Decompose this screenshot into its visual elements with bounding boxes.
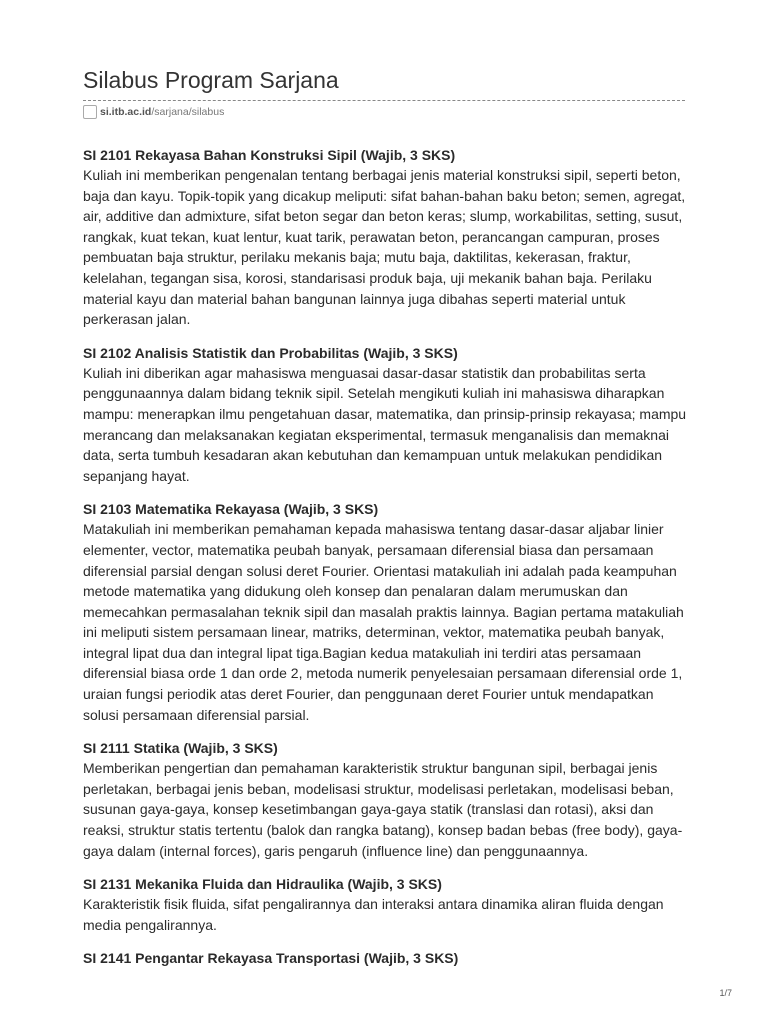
course-item [83, 738, 687, 861]
course-description: Matakuliah ini memberikan pemahaman kepada mahasiswa tentang dasar-dasar aljabar linier elementer, vector, matematika peubah banyak, persamaan diferensial biasa dan persamaan diferensial parsial dengan solusi deret Fourier. Orientasi matakuliah ini adalah pada keampuhan metode matematika yang didukung oleh konsep dan penalaran dalam merumuskan dan memecahkan permasalahan teknik sipil dan masalah praktis lainnya. Bagian pertama matakuliah ini meliputi sistem persamaan linear, matriks, determinan, vektor, matematika peubah banyak, integral lipat dua dan integral lipat tiga.Bagian kedua matakuliah ini terdiri atas persamaan diferensial biasa orde 1 dan orde 2, metoda numerik penyelesaian persamaan diferensial orde 1, uraian fungsi periodik atas deret Fourier, dan penggunaan deret Fourier untuk mendapatkan solusi persamaan diferensial parsial. [83, 521, 684, 723]
course-heading: SI 2102 Analisis Statistik dan Probabilitas (Wajib, 3 SKS) [83, 344, 458, 361]
source-path[interactable]: /sarjana/silabus [151, 106, 225, 118]
source-url[interactable] [83, 103, 687, 121]
course-item [83, 343, 687, 487]
course-item [83, 499, 687, 725]
course-description: Kuliah ini memberikan pengenalan tentang berbagai jenis material konstruksi sipil, seperti beton, baja dan kayu. Topik-topik yang dicakup meliputi: sifat bahan-bahan baku beton; semen, agregat, air, additive dan admixture, sifat beton segar dan beton keras; slump, workabilitas, setting, susut, rangkak, kuat tekan, kuat lentur, kuat tarik, perawatan beton, perancangan campuran, proses pembuatan baja struktur, perilaku mekanis baja; mutu baja, daktilitas, kekerasan, fraktur, kelelahan, tegangan sisa, korosi, standarisasi produk baja, uji mekanik bahan baja. Perilaku material kayu dan material bahan bangunan lainnya juga dibahas seperti material untuk perkerasan jalan. [83, 167, 686, 328]
course-item [83, 948, 687, 968]
course-description: Kuliah ini diberikan agar mahasiswa menguasai dasar-dasar statistik dan probabilitas serta penggunaannya dalam bidang teknik sipil. Setelah mengikuti kuliah ini mahasiswa diharapkan mampu: menerapkan ilmu pengetahuan dasar, matematika, dan prinsip-prinsip rekayasa; mampu merancang dan melaksanakan kegiatan eksperimental, termasuk menganalisis dan memaknai data, serta tumbuh kesadaran akan kebutuhan dan kemampuan untuk melakukan pendidikan sepanjang hayat. [83, 364, 687, 484]
course-description: Memberikan pengertian dan pemahaman karakteristik struktur bangunan sipil, berbagai jenis perletakan, berbagai jenis beban, modelisasi struktur, modelisasi perletakan, modelisasi beban, susunan gaya-gaya, konsep kesetimbangan gaya-gaya statik (translasi dan rotasi), aksi dan reaksi, struktur statis tertentu (balok dan rangka batang), konsep badan bebas (free body), gaya-gaya dalam (internal forces), garis pengaruh (influence line) dan penggunaannya. [83, 760, 683, 859]
course-heading: SI 2111 Statika (Wajib, 3 SKS) [83, 740, 278, 757]
page-number: 1/7 [719, 988, 732, 998]
course-item [83, 145, 687, 330]
course-heading: SI 2141 Pengantar Rekayasa Transportasi (Wajib, 3 SKS) [83, 950, 459, 967]
source-host[interactable]: si.itb.ac.id [100, 106, 152, 118]
course-item [83, 874, 687, 935]
title-divider [83, 100, 685, 101]
course-list [83, 145, 687, 968]
page-title: Silabus Program Sarjana [83, 67, 339, 93]
course-heading: SI 2103 Matematika Rekayasa (Wajib, 3 SKS) [83, 501, 379, 518]
document-page [83, 64, 687, 981]
course-heading: SI 2131 Mekanika Fluida dan Hidraulika (Wajib, 3 SKS) [83, 876, 442, 893]
course-heading: SI 2101 Rekayasa Bahan Konstruksi Sipil (Wajib, 3 SKS) [83, 147, 456, 163]
favicon-icon [83, 105, 97, 119]
course-description: Karakteristik fisik fluida, sifat pengalirannya dan interaksi antara dinamika aliran fluida dengan media pengalirannya. [83, 896, 664, 933]
